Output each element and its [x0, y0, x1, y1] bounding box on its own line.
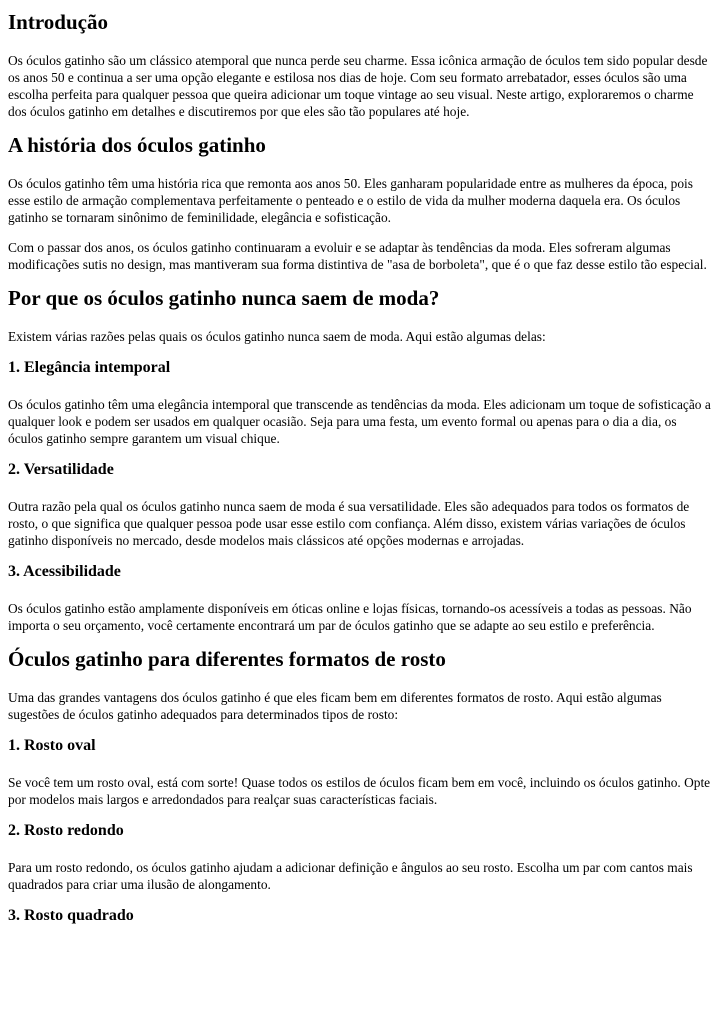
subheading-versatilidade: 2. Versatilidade: [8, 461, 114, 478]
paragraph-elegancia: Os óculos gatinho têm uma elegância intemporal que transcende as tendências da moda. Eles adicionam um toque de sofisticação a qualquer look e podem ser usados em qualquer ocasião. Seja para uma festa, um evento formal ou apenas para o dia a dia, os óculos gatinho sempre garantem um visual chique.: [8, 397, 711, 446]
heading-introducao: Introdução: [8, 10, 108, 34]
subheading-rosto-oval: 1. Rosto oval: [8, 737, 96, 754]
paragraph-intro: Os óculos gatinho são um clássico atemporal que nunca perde seu charme. Essa icônica armação de óculos tem sido popular desde os anos 50 e continua a ser uma opção elegante e estilosa nos dias de hoje. Com seu formato arrebatador, esses óculos são uma escolha perfeita para qualquer pessoa que queira adicionar um toque vintage ao seu visual. Neste artigo, exploraremos o charme dos óculos gatinho em detalhes e discutiremos por que eles são tão populares até hoje.: [8, 53, 708, 119]
paragraph-razoes: Existem várias razões pelas quais os óculos gatinho nunca saem de moda. Aqui estão algumas delas:: [8, 329, 546, 344]
paragraph-rosto-oval: Se você tem um rosto oval, está com sorte! Quase todos os estilos de óculos ficam bem em você, incluindo os óculos gatinho. Opte por modelos mais largos e arredondados para realçar suas características faciais.: [8, 775, 711, 807]
heading-formatos-de-rosto: Óculos gatinho para diferentes formatos de rosto: [8, 647, 446, 671]
subheading-rosto-quadrado: 3. Rosto quadrado: [8, 907, 134, 924]
subheading-elegancia-intemporal: 1. Elegância intemporal: [8, 359, 171, 376]
paragraph-acessibilidade: Os óculos gatinho estão amplamente disponíveis em óticas online e lojas físicas, tornando-os acessíveis a todas as pessoas. Não importa o seu orçamento, você certamente encontrará um par de óculos gatinho que se adapte ao seu estilo e preferência.: [8, 601, 692, 633]
heading-por-que-nunca-saem-de-moda: Por que os óculos gatinho nunca saem de moda?: [8, 286, 440, 310]
paragraph-rosto-redondo: Para um rosto redondo, os óculos gatinho ajudam a adicionar definição e ângulos ao seu rosto. Escolha um par com cantos mais quadrados para criar uma ilusão de alongamento.: [8, 860, 693, 892]
paragraph-historia-1: Os óculos gatinho têm uma história rica que remonta aos anos 50. Eles ganharam popularidade entre as mulheres da época, pois esse estilo de armação complementava perfeitamente o penteado e o estilo de vida da mulher moderna daquela era. Os óculos gatinho se tornaram sinônimo de feminilidade, elegância e sofisticação.: [8, 176, 693, 225]
paragraph-formatos: Uma das grandes vantagens dos óculos gatinho é que eles ficam bem em diferentes formatos de rosto. Aqui estão algumas sugestões de óculos gatinho adequados para determinados tipos de rosto:: [8, 690, 662, 722]
subheading-acessibilidade: 3. Acessibilidade: [8, 563, 121, 580]
paragraph-historia-2: Com o passar dos anos, os óculos gatinho continuaram a evoluir e se adaptar às tendências da moda. Eles sofreram algumas modificações sutis no design, mas mantiveram sua forma distintiva de "asa de borboleta", que é o que faz desse estilo tão especial.: [8, 240, 707, 272]
paragraph-versatilidade: Outra razão pela qual os óculos gatinho nunca saem de moda é sua versatilidade. Eles são adequados para todos os formatos de rosto, o que significa que qualquer pessoa pode usar esse estilo com confiança. Além disso, existem várias variações de óculos gatinho disponíveis no mercado, desde modelos mais clássicos até opções modernas e arrojadas.: [8, 499, 690, 548]
heading-historia: A história dos óculos gatinho: [8, 133, 266, 157]
subheading-rosto-redondo: 2. Rosto redondo: [8, 822, 124, 839]
